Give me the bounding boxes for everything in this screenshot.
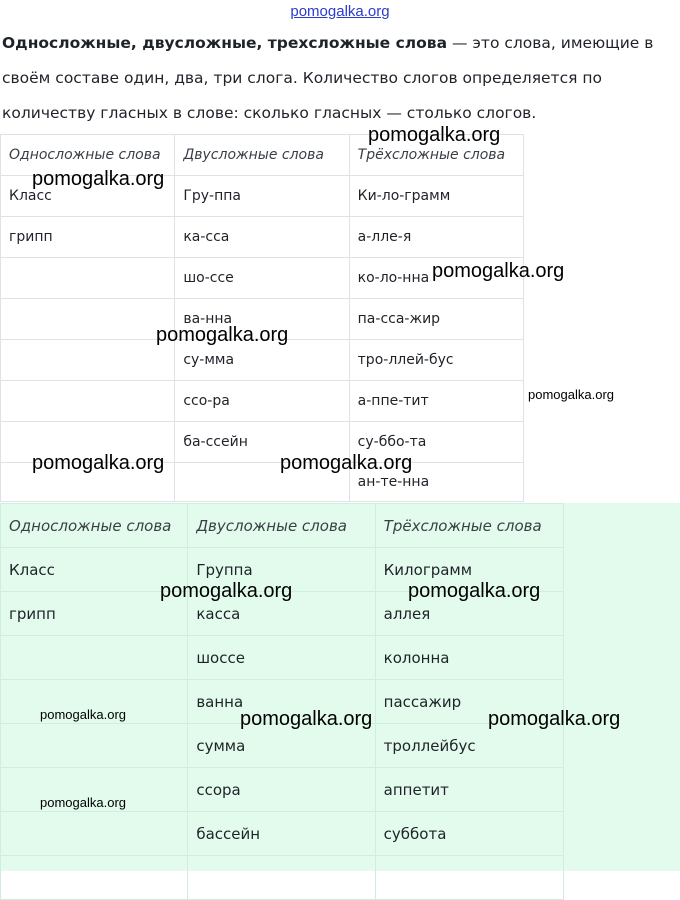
table-cell: суббота [375, 812, 563, 856]
table-cell [1, 340, 175, 381]
table-cell: Ки-ло-грамм [349, 176, 523, 217]
watermark: pomogalka.org [280, 452, 413, 474]
column-header-one-syllable: Односложные слова [1, 135, 175, 176]
table-cell: Группа [188, 548, 375, 592]
table-row [1, 636, 564, 680]
table-cell: ссо-ра [175, 381, 349, 422]
table-cell [1, 636, 188, 680]
table-row [1, 217, 524, 258]
table-cell: аллея [375, 592, 563, 636]
table-cell: ан-те-нна [349, 463, 523, 502]
table-cell: ванна [188, 680, 375, 724]
watermark: pomogalka.org [488, 708, 621, 730]
watermark: pomogalka.org [156, 324, 289, 346]
table-cell: ва-нна [175, 299, 349, 340]
table-cell: колонна [375, 636, 563, 680]
table-cell: пассажир [375, 680, 563, 724]
table-cell [375, 856, 563, 900]
column-header-two-syllable: Двусложные слова [175, 135, 349, 176]
table-cell [188, 856, 375, 900]
table-cell: тро-ллей-бус [349, 340, 523, 381]
watermark: pomogalka.org [40, 795, 126, 810]
table-cell: Класс [1, 176, 175, 217]
table-cell: грипп [1, 217, 175, 258]
watermark: pomogalka.org [408, 580, 541, 602]
column-header-one-syllable: Односложные слова [1, 504, 188, 548]
table-cell: Гру-ппа [175, 176, 349, 217]
table-cell: бассейн [188, 812, 375, 856]
watermark: pomogalka.org [528, 387, 614, 402]
table-cell: ба-ссейн [175, 422, 349, 463]
table-cell: ссора [188, 768, 375, 812]
table-cell [1, 856, 188, 900]
column-header-three-syllable: Трёхсложные слова [349, 135, 523, 176]
intro-text: — это слова, имеющие в своём составе один, два, три слога. Количество слогов определяется по количеству гласных в слове: сколько гласных — столько слогов. [2, 34, 654, 122]
table-cell: грипп [1, 592, 188, 636]
intro-paragraph [2, 26, 672, 131]
table-cell: Килограмм [375, 548, 563, 592]
table-cell [1, 812, 188, 856]
intro-bold-term: Односложные, двусложные, трехсложные слова [2, 34, 448, 52]
watermark: pomogalka.org [32, 452, 165, 474]
watermark: pomogalka.org [240, 708, 373, 730]
table-cell: ко-ло-нна [349, 258, 523, 299]
watermark: pomogalka.org [432, 260, 565, 282]
table-cell: ка-сса [175, 217, 349, 258]
table-cell: Класс [1, 548, 188, 592]
table-cell [1, 258, 175, 299]
table-cell: касса [188, 592, 375, 636]
table-cell: троллейбус [375, 724, 563, 768]
table-cell: шо-ссе [175, 258, 349, 299]
table-cell: а-ппе-тит [349, 381, 523, 422]
column-header-two-syllable: Двусложные слова [188, 504, 375, 548]
table-cell: су-ббо-та [349, 422, 523, 463]
site-link[interactable]: pomogalka.org [290, 3, 390, 20]
table-cell: сумма [188, 724, 375, 768]
watermark: pomogalka.org [40, 707, 126, 722]
table-cell: су-мма [175, 340, 349, 381]
table-cell: па-сса-жир [349, 299, 523, 340]
table-cell [1, 724, 188, 768]
table-cell [1, 299, 175, 340]
table-header-row [1, 504, 564, 548]
table-row [1, 856, 564, 900]
watermark: pomogalka.org [368, 124, 501, 146]
table-cell: шоссе [188, 636, 375, 680]
table-row [1, 381, 524, 422]
column-header-three-syllable: Трёхсложные слова [375, 504, 563, 548]
table-row [1, 724, 564, 768]
table-cell: а-лле-я [349, 217, 523, 258]
table-cell: аппетит [375, 768, 563, 812]
watermark: pomogalka.org [160, 580, 293, 602]
words-table [0, 503, 564, 900]
table-row [1, 812, 564, 856]
table-cell [1, 381, 175, 422]
watermark: pomogalka.org [32, 168, 165, 190]
